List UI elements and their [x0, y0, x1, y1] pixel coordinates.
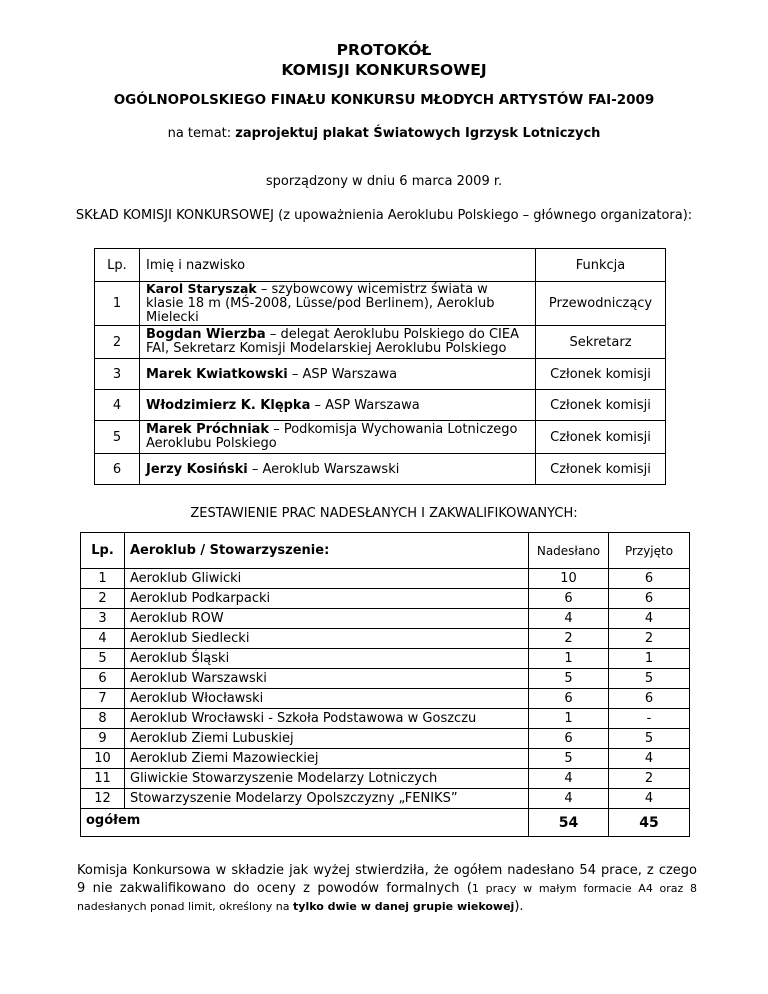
works-sent: 4	[529, 789, 609, 809]
topic-text: zaprojektuj plakat Światowych Igrzysk Lotniczych	[235, 126, 601, 141]
works-club: Gliwickie Stowarzyszenie Modelarzy Lotniczych	[125, 769, 529, 789]
person-name: Karol Staryszak	[146, 281, 257, 296]
person-desc: – ASP Warszawa	[310, 397, 420, 413]
works-lp: 4	[81, 629, 125, 649]
works-accepted: 5	[609, 729, 690, 749]
works-lp: 11	[81, 769, 125, 789]
person-desc: – ASP Warszawa	[287, 366, 398, 382]
person-desc: – szybowcowy wicemistrz świata w klasie 18 m (MŚ-2008, Lüsse/pod Berlinem), Aeroklub Mielecki	[146, 282, 495, 325]
doc-title-line1: PROTOKÓŁ	[336, 41, 432, 59]
committee-person	[140, 390, 536, 421]
works-sent: 1	[529, 649, 609, 669]
works-row	[81, 649, 690, 669]
works-club: Aeroklub Podkarpacki	[125, 589, 529, 609]
committee-lp: 3	[95, 359, 140, 390]
works-lp: 5	[81, 649, 125, 669]
works-lp: 10	[81, 749, 125, 769]
works-accepted: 1	[609, 649, 690, 669]
works-sent: 1	[529, 709, 609, 729]
works-sent: 6	[529, 689, 609, 709]
person-desc: – Aeroklub Warszawski	[247, 461, 400, 477]
works-accepted: 5	[609, 669, 690, 689]
works-club: Aeroklub Siedlecki	[125, 629, 529, 649]
works-sent: 2	[529, 629, 609, 649]
works-accepted: 4	[609, 749, 690, 769]
conclusion-emphasis: tylko dwie w danej grupie wiekowej	[293, 900, 515, 913]
committee-heading: SKŁAD KOMISJI KONKURSOWEJ (z upoważnienia Aeroklubu Polskiego – głównego organizatora):	[75, 208, 693, 223]
works-club: Aeroklub Wrocławski - Szkoła Podstawowa w Goszczu	[125, 709, 529, 729]
works-accepted: 6	[609, 689, 690, 709]
committee-header-row	[95, 249, 666, 282]
works-club: Aeroklub ROW	[125, 609, 529, 629]
person-name: Włodzimierz K. Klępka	[146, 397, 311, 413]
committee-person	[140, 421, 536, 454]
works-sent: 4	[529, 769, 609, 789]
conclusion-part2: 1 pracy w małym formacie A4 oraz 8 nadesłanych ponad limit, określony na	[77, 882, 697, 913]
works-accepted: -	[609, 709, 690, 729]
committee-role: Sekretarz	[536, 326, 666, 359]
works-accepted: 2	[609, 769, 690, 789]
works-lp: 7	[81, 689, 125, 709]
committee-lp: 4	[95, 390, 140, 421]
person-name: Marek Próchniak	[146, 422, 270, 437]
works-header-accepted: Przyjęto	[609, 533, 690, 569]
works-club: Aeroklub Warszawski	[125, 669, 529, 689]
topic-line	[0, 126, 768, 141]
committee-row	[95, 359, 666, 390]
works-club: Aeroklub Ziemi Lubuskiej	[125, 729, 529, 749]
works-heading: ZESTAWIENIE PRAC NADESŁANYCH I ZAKWALIFIKOWANYCH:	[190, 506, 578, 521]
works-total-accepted: 45	[609, 809, 690, 837]
works-header-sent: Nadesłano	[529, 533, 609, 569]
committee-header-lp: Lp.	[95, 249, 140, 282]
works-accepted: 4	[609, 609, 690, 629]
works-row	[81, 709, 690, 729]
works-total-row	[81, 809, 690, 837]
person-desc: – delegat Aeroklubu Polskiego do CIEA FAI, Sekretarz Komisji Modelarskiej Aeroklubu Polskiego	[146, 327, 519, 356]
works-club: Aeroklub Ziemi Mazowieckiej	[125, 749, 529, 769]
works-lp: 12	[81, 789, 125, 809]
person-name: Bogdan Wierzba	[146, 327, 266, 342]
works-lp: 6	[81, 669, 125, 689]
date-line: sporządzony w dniu 6 marca 2009 r.	[265, 174, 503, 189]
committee-person	[140, 326, 536, 359]
works-table	[80, 532, 690, 837]
works-header-lp: Lp.	[81, 533, 125, 569]
committee-role: Przewodniczący	[536, 282, 666, 326]
person-name: Marek Kwiatkowski	[146, 366, 288, 382]
committee-header-name: Imię i nazwisko	[140, 249, 536, 282]
conclusion-part1: Komisja Konkursowa w składzie jak wyżej stwierdziła, że ogółem nadesłano 54 prace, z czego 9 nie zakwalifikowano do oceny z powodów formalnych (	[77, 863, 697, 896]
committee-role: Członek komisji	[536, 454, 666, 485]
committee-lp: 2	[95, 326, 140, 359]
works-row	[81, 589, 690, 609]
works-lp: 9	[81, 729, 125, 749]
works-club: Aeroklub Włocławski	[125, 689, 529, 709]
committee-lp: 1	[95, 282, 140, 326]
committee-role: Członek komisji	[536, 390, 666, 421]
works-sent: 6	[529, 589, 609, 609]
works-lp: 3	[81, 609, 125, 629]
works-sent: 10	[529, 569, 609, 589]
committee-lp: 5	[95, 421, 140, 454]
committee-person	[140, 282, 536, 326]
works-row	[81, 689, 690, 709]
works-accepted: 6	[609, 589, 690, 609]
committee-row	[95, 282, 666, 326]
works-total-label: ogółem	[81, 809, 529, 837]
committee-role: Członek komisji	[536, 421, 666, 454]
works-accepted: 4	[609, 789, 690, 809]
works-row	[81, 609, 690, 629]
person-desc: – Podkomisja Wychowania Lotniczego Aeroklubu Polskiego	[146, 422, 518, 451]
conclusion-part4: ).	[514, 899, 524, 914]
works-club: Stowarzyszenie Modelarzy Opolszczyzny „FENIKS”	[125, 789, 529, 809]
doc-subtitle: OGÓLNOPOLSKIEGO FINAŁU KONKURSU MŁODYCH ARTYSTÓW FAI-2009	[113, 92, 655, 108]
works-header-row	[81, 533, 690, 569]
committee-role: Członek komisji	[536, 359, 666, 390]
committee-row	[95, 421, 666, 454]
works-row	[81, 569, 690, 589]
works-row	[81, 669, 690, 689]
works-sent: 5	[529, 749, 609, 769]
committee-row	[95, 454, 666, 485]
conclusion-paragraph	[77, 862, 697, 916]
works-accepted: 2	[609, 629, 690, 649]
works-header-club: Aeroklub / Stowarzyszenie:	[125, 533, 529, 569]
works-row	[81, 769, 690, 789]
works-sent: 4	[529, 609, 609, 629]
committee-header-role: Funkcja	[536, 249, 666, 282]
works-lp: 2	[81, 589, 125, 609]
works-row	[81, 749, 690, 769]
works-lp: 1	[81, 569, 125, 589]
committee-row	[95, 326, 666, 359]
works-row	[81, 629, 690, 649]
works-club: Aeroklub Gliwicki	[125, 569, 529, 589]
works-row	[81, 789, 690, 809]
committee-person	[140, 454, 536, 485]
committee-table	[94, 248, 666, 485]
works-club: Aeroklub Śląski	[125, 649, 529, 669]
works-row	[81, 729, 690, 749]
works-sent: 6	[529, 729, 609, 749]
topic-prefix: na temat:	[167, 126, 236, 141]
committee-person	[140, 359, 536, 390]
committee-row	[95, 390, 666, 421]
works-sent: 5	[529, 669, 609, 689]
committee-lp: 6	[95, 454, 140, 485]
works-total-sent: 54	[529, 809, 609, 837]
person-name: Jerzy Kosiński	[146, 461, 248, 477]
doc-title-line2: KOMISJI KONKURSOWEJ	[281, 61, 487, 79]
works-lp: 8	[81, 709, 125, 729]
works-accepted: 6	[609, 569, 690, 589]
